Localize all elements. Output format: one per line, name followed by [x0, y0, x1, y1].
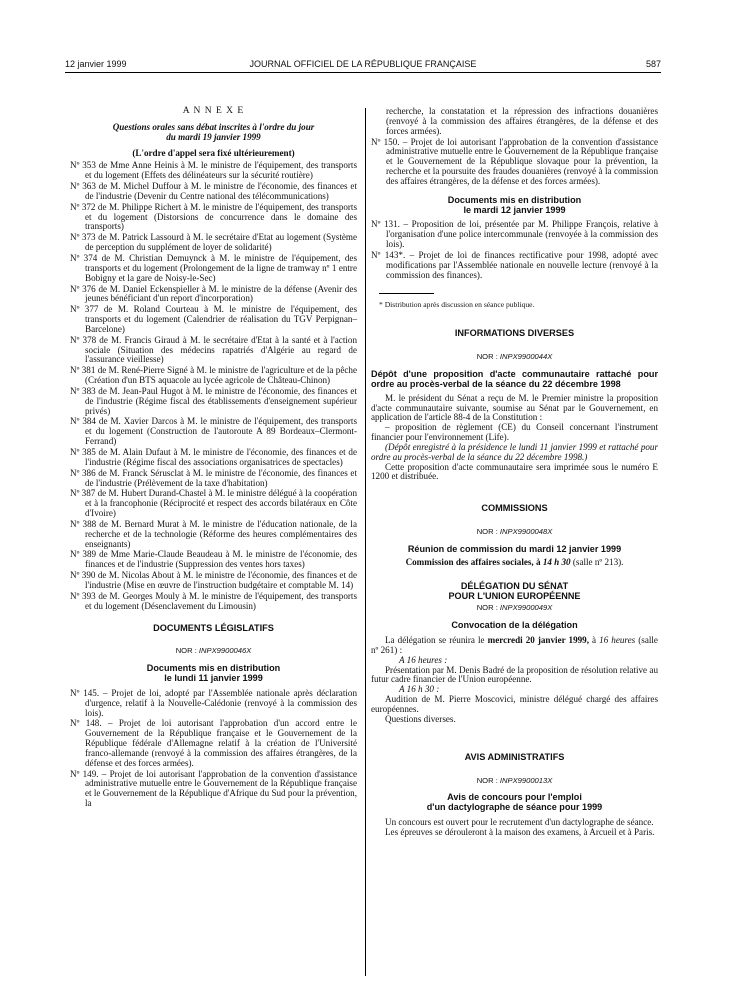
question-item: Nº 378 de M. Francis Giraud à M. le secrétaire d'Etat à la santé et à l'action sociale (Situation des médecins rapatriés d'Algérie au regard de l'assurance vieillesse): [70, 334, 357, 365]
left-column: [70, 107, 357, 810]
question-item: Nº 353 de Mme Anne Heinis à M. le ministre de l'équipement, des transports et du logement (Effets des délinéateurs sur la sécurité routière): [70, 160, 357, 181]
annexe-title: A N N E X E: [182, 106, 245, 116]
delegation-convocation: Convocation de la délégation: [451, 620, 578, 631]
item-149-continuation: recherche, la constatation et la répression des infractions douanières (renvoyé à la commission des affaires étrangères, de la défense et des forces armées).: [386, 106, 658, 136]
doc-item: Nº 149. – Projet de loi autorisant l'approbation de la convention d'assistance administrative mutuelle entre le Gouvernement de la République française et le Gouvernement de la République d'Afrique du Sud pour la prévention, la: [70, 768, 357, 809]
question-item: Nº 376 de M. Daniel Eckenspieller à M. le ministre de la défense (Avenir des jeunes bénéficiant d'un report d'incorporation): [70, 283, 357, 304]
delegation-time-2: A 16 h 30 :: [399, 684, 440, 695]
question-item: Nº 372 de M. Philippe Richert à M. le ministre de l'équipement, des transports et du logement (Distorsions de concurrence dans le domaine des transports): [70, 201, 357, 232]
doc-item: Nº 143*. – Projet de loi de finances rectificative pour 1998, adopté avec modifications par l'Assemblée nationale en nouvelle lecture (renvoyé à la commission des finances).: [371, 249, 658, 280]
commissions-line-a: Commission des affaires sociales, à: [405, 556, 543, 567]
delegation-nor: [371, 603, 658, 613]
delegation-hour: 16 heures: [599, 635, 636, 646]
question-item: Nº 387 de M. Hubert Durand-Chastel à M. le ministre délégué à la coopération et à la francophonie (Réciprocité et respect des accords bilatéraux en Côte d'Ivoire): [70, 488, 357, 519]
question-item: Nº 388 de M. Bernard Murat à M. le ministre de l'éducation nationale, de la recherche et de la technologie (Réforme des heures complémentaires des enseignants): [70, 518, 357, 549]
nor-label: NOR :: [476, 527, 500, 537]
doc-item-150: Nº 150. – Projet de loi autorisant l'approbation de la convention d'assistance administrative mutuelle entre le Gouvernement de la République française et le Gouvernement de la République slovaque pour la prévention, la recherche et la poursuite des fraudes douanières (renvoyé à la commission des affaires étrangères, de la défense et des forces armées).: [371, 136, 658, 186]
annexe-ordre: (L'ordre d'appel sera fixé ultérieurement): [132, 147, 295, 158]
avis-p2: Les épreuves se dérouleront à la maison des examens, à Arcueil et à Paris.: [385, 826, 655, 837]
delegation-p4: Questions diverses.: [385, 713, 456, 724]
nor-code: INPX9900013X: [499, 775, 553, 785]
nor-code: INPX9900049X: [499, 603, 553, 613]
right-column: [371, 107, 658, 838]
annexe-subtitle-1: Questions orales sans débat inscrites à l'ordre du jour: [112, 121, 315, 132]
nor-label: NOR :: [476, 775, 500, 785]
question-item: Nº 393 de M. Georges Mouly à M. le ministre de l'équipement, des transports et du logement (Désenclavement du Limousin): [70, 590, 357, 611]
nor-label: NOR :: [476, 603, 500, 613]
docs-lundi-title-2: le lundi 11 janvier 1999: [164, 673, 263, 684]
question-item: Nº 374 de M. Christian Demuynck à M. le ministre de l'équipement, des transports et du logement (Prolongement de la ligne de tramway nº 1 entre Bobigny et la gare de Noisy-le-Sec): [70, 252, 357, 283]
docs-lundi-title-1: Documents mis en distribution: [146, 663, 281, 674]
mardi-docs-list: [371, 220, 658, 280]
delegation-p2: Présentation par M. Denis Badré de la proposition de résolution relative au futur cadre financier de l'Union européenne.: [371, 664, 658, 685]
avis-p1: Un concours est ouvert pour le recrutement d'un dactylographe de séance.: [385, 817, 654, 828]
avis-nor: [371, 776, 658, 786]
docs-mardi-title-1: Documents mis en distribution: [447, 194, 582, 205]
infos-heading: Dépôt d'une proposition d'acte communautaire rattaché pour ordre au procès-verbal de la séance du 22 décembre 1998: [371, 369, 658, 389]
footnote: * Distribution après discussion en séance publique.: [379, 299, 535, 309]
doc-item: Nº 131. – Proposition de loi, présentée par M. Philippe François, relative à l'organisation d'une police intercommunale (renvoyée à la commission des lois).: [371, 219, 658, 250]
doc-item: Nº 148. – Projet de loi autorisant l'approbation d'un accord entre le Gouvernement de la République française et le Gouvernement de la République fédérale d'Allemagne relatif à la création de l'Université franco-allemande (renvoyé à la commission des affaires étrangères, de la défense et des forces armées).: [70, 718, 357, 768]
header-journal-title: JOURNAL OFFICIEL DE LA RÉPUBLIQUE FRANÇAISE: [249, 59, 477, 69]
nor-code: INPX9900048X: [499, 527, 553, 537]
question-item: Nº 386 de M. Franck Sérusclat à M. le ministre de l'économie, des finances et de l'industrie (Prélèvement de la taxe d'habitation): [70, 467, 357, 488]
commissions-line: [371, 558, 658, 568]
delegation-date: mercredi 20 janvier 1999,: [487, 635, 589, 646]
delegation-p3: Audition de M. Pierre Moscovici, ministre délégué chargé des affaires européennes.: [371, 694, 658, 714]
avis-title: AVIS ADMINISTRATIFS: [464, 751, 565, 762]
delegation-p1-a: La délégation se réunira le: [385, 635, 488, 646]
lundi-docs-list: [70, 689, 357, 809]
docs-legislatifs-title: DOCUMENTS LÉGISLATIFS: [153, 622, 274, 633]
nor-label: NOR :: [476, 352, 500, 362]
commissions-room: (salle nº 213).: [570, 556, 624, 567]
question-list: [70, 161, 357, 611]
delegation-title-1: DÉLÉGATION DU SÉNAT: [460, 580, 569, 591]
commissions-reunion: Réunion de commission du mardi 12 janvier 1999: [407, 544, 622, 554]
question-item: Nº 363 de M. Michel Duffour à M. le ministre de l'économie, des finances et de l'industrie (Devenir du Centre national des télécommunications): [70, 181, 357, 201]
header-date: 12 janvier 1999: [65, 59, 127, 69]
question-item: Nº 384 de M. Xavier Darcos à M. le ministre de l'équipement, des transports et du logement (Construction de l'autoroute A 89 Bordeaux–Clermont-Ferrand): [70, 416, 357, 447]
nor-code: INPX9900046X: [198, 646, 252, 656]
question-item: Nº 390 de M. Nicolas About à M. le ministre de l'économie, des finances et de l'industrie (Mise en œuvre de l'instruction budgétaire et comptable M. 14): [70, 570, 357, 590]
avis-heading-1: Avis de concours pour l'emploi: [447, 792, 582, 803]
delegation-time-1: A 16 heures :: [399, 654, 448, 665]
question-item: Nº 373 de M. Patrick Lassourd à M. le secrétaire d'Etat au logement (Système de perception du supplément de loyer de solidarité): [70, 232, 357, 253]
question-item: Nº 385 de M. Alain Dufaut à M. le ministre de l'économie, des finances et de l'industrie (Régime fiscal des associations organisatrices de spectacles): [70, 447, 357, 467]
infos-nor: [371, 352, 658, 362]
delegation-title-2: POUR L'UNION EUROPÉENNE: [448, 590, 581, 601]
header-rule: [65, 72, 661, 73]
column-separator: [365, 108, 366, 976]
commissions-nor: [371, 527, 658, 537]
docs-legislatifs-nor: [70, 646, 357, 656]
page-header: [65, 59, 661, 73]
avis-heading-2: d'un dactylographe de séance pour 1999: [426, 802, 603, 813]
delegation-p1-c: à: [589, 635, 600, 646]
docs-mardi-title-2: le mardi 12 janvier 1999: [463, 204, 566, 215]
infos-p1: M. le président du Sénat a reçu de M. le Premier ministre la proposition d'acte communautaire suivante, soumise au Sénat par le Gouvernement, en application de l'article 88-4 de la Constitution :: [371, 392, 658, 423]
question-item: Nº 381 de M. René-Pierre Signé à M. le ministre de l'agriculture et de la pêche (Création d'un BTS aquacole au lycée agricole de Château-Chinon): [70, 365, 357, 386]
delegation-p1: [371, 636, 658, 656]
infos-p4: Cette proposition d'acte communautaire sera imprimée sous le numéro E 1200 et distribuée.: [371, 461, 658, 482]
doc-item: Nº 145. – Projet de loi, adopté par l'Assemblée nationale après déclaration d'urgence, relatif à la Nouvelle-Calédonie (renvoyé à la commission des lois).: [70, 687, 357, 718]
commissions-time: 14 h 30: [542, 556, 571, 567]
annexe-subtitle-2: du mardi 19 janvier 1999: [166, 131, 261, 142]
footnote-rule: [379, 293, 434, 294]
question-item: Nº 383 de M. Jean-Paul Hugot à M. le ministre de l'économie, des finances et de l'industrie (Régime fiscal des établissements d'enseignement supérieur privés): [70, 385, 357, 416]
commissions-title: COMMISSIONS: [481, 503, 548, 514]
question-item: Nº 389 de Mme Marie-Claude Beaudeau à M. le ministre de l'économie, des finances et de l'industrie (Suppression des ventes hors taxes): [70, 549, 357, 570]
nor-code: INPX9900044X: [499, 352, 553, 362]
infos-p2: – proposition de règlement (CE) du Conseil concernant l'instrument financier pour l'environnement (Life).: [371, 422, 658, 443]
infos-p3: (Dépôt enregistré à la présidence le lundi 11 janvier 1999 et rattaché pour ordre au procès-verbal de la séance du 22 décembre 1998.): [371, 441, 658, 462]
question-item: Nº 377 de M. Roland Courteau à M. le ministre de l'équipement, des transports et du logement (Calendrier de réalisation du TGV Perpignan–Barcelone): [70, 304, 357, 334]
nor-label: NOR :: [175, 646, 199, 656]
infos-title: INFORMATIONS DIVERSES: [454, 328, 575, 339]
header-page-number: 587: [645, 59, 661, 69]
delegation-room: (salle nº 261) :: [371, 635, 658, 655]
